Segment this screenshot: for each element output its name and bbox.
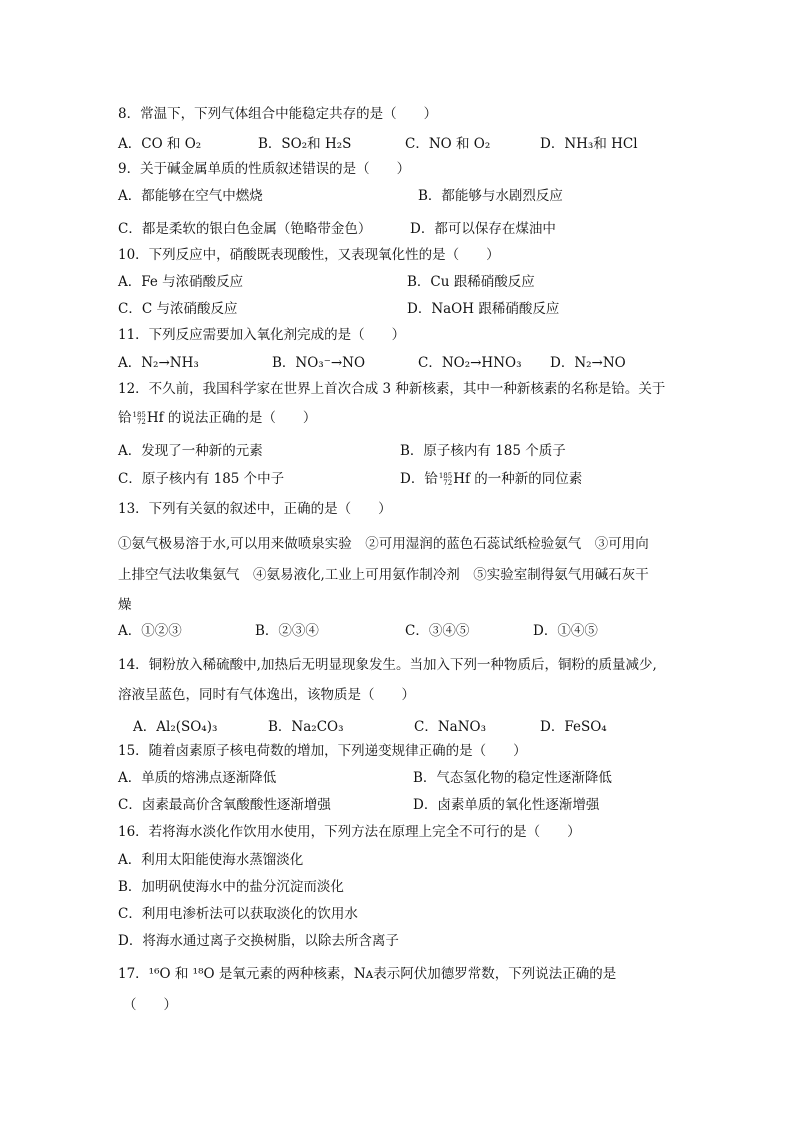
question-10-option-d[interactable]: D．NaOH 跟稀硝酸反应	[407, 301, 560, 317]
hafnium-nuclide-notation-d: 185 72	[438, 471, 453, 487]
question-10-option-b[interactable]: B．Cu 跟稀硝酸反应	[407, 274, 535, 290]
question-8-option-a[interactable]: A．CO 和 O₂	[118, 136, 202, 152]
question-15-option-d[interactable]: D．卤素单质的氧化性逐渐增强	[413, 797, 600, 813]
question-13-option-b[interactable]: B．②③④	[255, 623, 319, 639]
question-9-option-d[interactable]: D．都可以保存在煤油中	[410, 221, 556, 237]
question-9-option-a[interactable]: A．都能够在空气中燃烧	[118, 188, 263, 204]
question-13-stem: 13．下列有关氨的叙述中，正确的是（ ）	[118, 501, 392, 517]
question-10-stem: 10．下列反应中，硝酸既表现酸性，又表现氧化性的是（ ）	[118, 247, 500, 263]
question-16-option-d[interactable]: D．将海水通过离子交换树脂，以除去所含离子	[118, 933, 399, 949]
question-11-option-b[interactable]: B．NO₃⁻→NO	[272, 355, 366, 371]
question-9-option-b[interactable]: B．都能够与水剧烈反应	[418, 188, 563, 204]
question-14-option-c[interactable]: C．NaNO₃	[414, 719, 486, 735]
question-17-stem-line2: （ ）	[123, 997, 177, 1013]
question-9-option-c[interactable]: C．都是柔软的银白色金属（铯略带金色）	[118, 221, 372, 237]
question-15-stem: 15．随着卤素原子核电荷数的增加，下列递变规律正确的是（ ）	[118, 743, 527, 759]
question-11-option-c[interactable]: C．NO₂→HNO₃	[418, 355, 522, 371]
question-13-statement-line3: 燥	[118, 597, 132, 613]
question-12-option-b[interactable]: B．原子核内有 185 个质子	[400, 443, 566, 459]
question-13-statement-line2: 上排空气法收集氨气 ④氨易液化,工业上可用氨作制冷剂 ⑤实验室制得氨气用碱石灰干	[118, 567, 649, 583]
question-14-option-a[interactable]: A．Al₂(SO₄)₃	[133, 719, 218, 735]
question-16-option-a[interactable]: A．利用太阳能使海水蒸馏淡化	[118, 852, 304, 868]
question-13-option-d[interactable]: D．①④⑤	[533, 623, 598, 639]
question-10-option-a[interactable]: A．Fe 与浓硝酸反应	[118, 274, 244, 290]
question-14-option-b[interactable]: B．Na₂CO₃	[268, 719, 344, 735]
question-13-option-a[interactable]: A．①②③	[118, 623, 182, 639]
question-15-option-c[interactable]: C．卤素最高价含氧酸酸性逐渐增强	[118, 797, 331, 813]
question-12-option-a[interactable]: A．发现了一种新的元素	[118, 443, 263, 459]
question-13-statement-line1: ①氨气极易溶于水,可以用来做喷泉实验 ②可用湿润的蓝色石蕊试纸检验氨气 ③可用向	[118, 536, 649, 552]
question-12-stem-rest: Hf 的说法正确的是（ ）	[146, 410, 317, 426]
question-14-stem-line1: 14．铜粉放入稀硫酸中,加热后无明显现象发生。当加入下列一种物质后，铜粉的质量减少,	[118, 657, 657, 673]
question-11-stem: 11．下列反应需要加入氧化剂完成的是（ ）	[118, 327, 406, 343]
question-8-option-c[interactable]: C．NO 和 O₂	[405, 136, 491, 152]
question-8-stem: 8．常温下，下列气体组合中能稳定共存的是（ ）	[118, 106, 438, 122]
question-12-stem-line2	[118, 409, 316, 427]
question-12-stem-line1: 12．不久前，我国科学家在世界上首次合成 3 种新核素，其中一种新核素的名称是铪。关于	[118, 381, 666, 397]
hafnium-nuclide-notation: 185 72	[132, 410, 146, 426]
question-15-option-a[interactable]: A．单质的熔沸点逐渐降低	[118, 770, 277, 786]
question-16-option-c[interactable]: C．利用电渗析法可以获取淡化的饮用水	[118, 906, 358, 922]
question-12-option-d[interactable]: D．铪 185 72 Hf 的一种新的同位素	[400, 471, 583, 487]
question-14-stem-line2: 溶液呈蓝色，同时有气体逸出，该物质是（ ）	[118, 687, 415, 703]
question-11-option-a[interactable]: A．N₂→NH₃	[118, 355, 199, 371]
question-16-option-b[interactable]: B．加明矾使海水中的盐分沉淀而淡化	[118, 879, 344, 895]
question-8-option-d[interactable]: D．NH₃和 HCl	[540, 136, 638, 152]
question-11-option-d[interactable]: D．N₂→NO	[550, 355, 626, 371]
question-14-option-d[interactable]: D．FeSO₄	[540, 719, 607, 735]
question-13-option-c[interactable]: C．③④⑤	[405, 623, 470, 639]
question-12-option-c[interactable]: C．原子核内有 185 个中子	[118, 471, 285, 487]
hafnium-name: 铪	[118, 410, 132, 426]
question-9-stem: 9．关于碱金属单质的性质叙述错误的是（ ）	[118, 161, 411, 177]
question-17-stem-line1: 17．¹⁶O 和 ¹⁸O 是氧元素的两种核素，Nᴀ表示阿伏加德罗常数，下列说法正确的是	[118, 966, 617, 982]
question-15-option-b[interactable]: B．气态氢化物的稳定性逐渐降低	[413, 770, 612, 786]
question-16-stem: 16．若将海水淡化作饮用水使用，下列方法在原理上完全不可行的是（ ）	[118, 824, 581, 840]
question-10-option-c[interactable]: C．C 与浓硝酸反应	[118, 301, 238, 317]
question-8-option-b[interactable]: B．SO₂和 H₂S	[258, 136, 352, 152]
